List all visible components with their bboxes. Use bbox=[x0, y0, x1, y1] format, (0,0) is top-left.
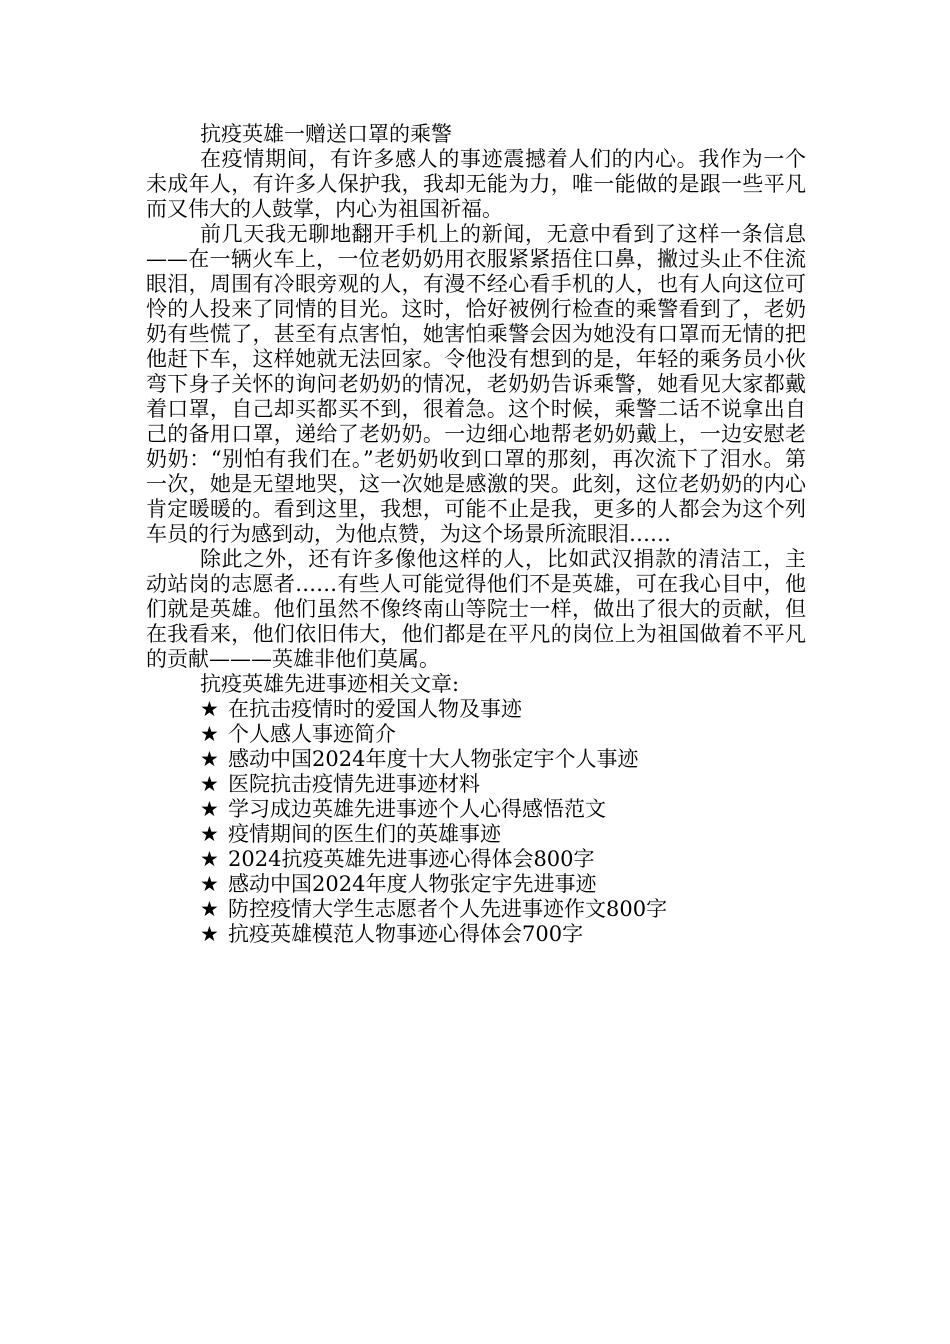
related-article-title: 防控疫情大学生志愿者个人先进事迹作文800字 bbox=[228, 897, 668, 921]
related-article-link[interactable] bbox=[200, 797, 806, 822]
article-paragraph-1: 在疫情期间，有许多感人的事迹震撼着人们的内心。我作为一个未成年人，有许多人保护我，我却无能为力，唯一能做的是跟一些平凡而又伟大的人鼓掌，内心为祖国祈福。 bbox=[146, 147, 806, 221]
star-icon: ★ bbox=[200, 822, 219, 846]
star-icon: ★ bbox=[200, 872, 219, 896]
star-icon: ★ bbox=[200, 772, 219, 796]
related-article-title: 感动中国2024年度十大人物张定宇个人事迹 bbox=[228, 747, 639, 771]
related-article-link[interactable] bbox=[200, 922, 806, 947]
related-article-title: 感动中国2024年度人物张定宇先进事迹 bbox=[228, 872, 597, 896]
star-icon: ★ bbox=[200, 722, 219, 746]
related-article-title: 医院抗击疫情先进事迹材料 bbox=[228, 772, 480, 796]
related-article-link[interactable] bbox=[200, 697, 806, 722]
related-article-link[interactable] bbox=[200, 747, 806, 772]
related-article-title: 2024抗疫英雄先进事迹心得体会800字 bbox=[228, 847, 595, 871]
related-article-title: 学习成边英雄先进事迹个人心得感悟范文 bbox=[228, 797, 606, 821]
related-articles-heading: 抗疫英雄先进事迹相关文章: bbox=[200, 672, 460, 696]
star-icon: ★ bbox=[200, 697, 219, 721]
related-article-title: 疫情期间的医生们的英雄事迹 bbox=[228, 822, 501, 846]
related-articles-list bbox=[146, 697, 806, 947]
star-icon: ★ bbox=[200, 847, 219, 871]
related-article-link[interactable] bbox=[200, 722, 806, 747]
related-article-link[interactable] bbox=[200, 872, 806, 897]
article-title: 抗疫英雄一赠送口罩的乘警 bbox=[200, 122, 452, 146]
star-icon: ★ bbox=[200, 747, 219, 771]
related-article-link[interactable] bbox=[200, 847, 806, 872]
star-icon: ★ bbox=[200, 922, 219, 946]
related-article-link[interactable] bbox=[200, 822, 806, 847]
related-article-title: 在抗击疫情时的爱国人物及事迹 bbox=[228, 697, 522, 721]
related-article-link[interactable] bbox=[200, 897, 806, 922]
article-paragraph-3: 除此之外，还有许多像他这样的人，比如武汉捐款的清洁工，主动站岗的志愿者……有些人可能觉得他们不是英雄，可在我心目中，他们就是英雄。他们虽然不像终南山等院士一样，做出了很大的贡献，但在我看来，他们依旧伟大，他们都是在平凡的岗位上为祖国做着不平凡的贡献———英雄非他们莫属。 bbox=[146, 547, 806, 671]
article-paragraph-2: 前几天我无聊地翻开手机上的新闻，无意中看到了这样一条信息——在一辆火车上，一位老奶奶用衣服紧紧捂住口鼻，撇过头止不住流眼泪，周围有冷眼旁观的人，有漫不经心看手机的人，也有人向这位可怜的人投来了同情的目光。这时，恰好被例行检查的乘警看到了，老奶奶有些慌了，甚至有点害怕，她害怕乘警会因为她没有口罩而无情的把他赶下车，这样她就无法回家。令他没有想到的是，年轻的乘务员小伙弯下身子关怀的询问老奶奶的情况，老奶奶告诉乘警，她看见大家都戴着口罩，自己却买都买不到，很着急。这个时候，乘警二话不说拿出自己的备用口罩，递给了老奶奶。一边细心地帮老奶奶戴上，一边安慰老奶奶：“别怕有我们在。”老奶奶收到口罩的那刻，再次流下了泪水。第一次，她是无望地哭，这一次她是感激的哭。此刻，这位老奶奶的内心肯定暖暖的。看到这里，我想，可能不止是我，更多的人都会为这个列车员的行为感到动，为他点赞，为这个场景所流眼泪…… bbox=[146, 222, 806, 546]
star-icon: ★ bbox=[200, 797, 219, 821]
related-article-link[interactable] bbox=[200, 772, 806, 797]
star-icon: ★ bbox=[200, 897, 219, 921]
related-article-title: 个人感人事迹简介 bbox=[228, 722, 396, 746]
document-page bbox=[146, 122, 806, 947]
related-article-title: 抗疫英雄模范人物事迹心得体会700字 bbox=[228, 922, 584, 946]
